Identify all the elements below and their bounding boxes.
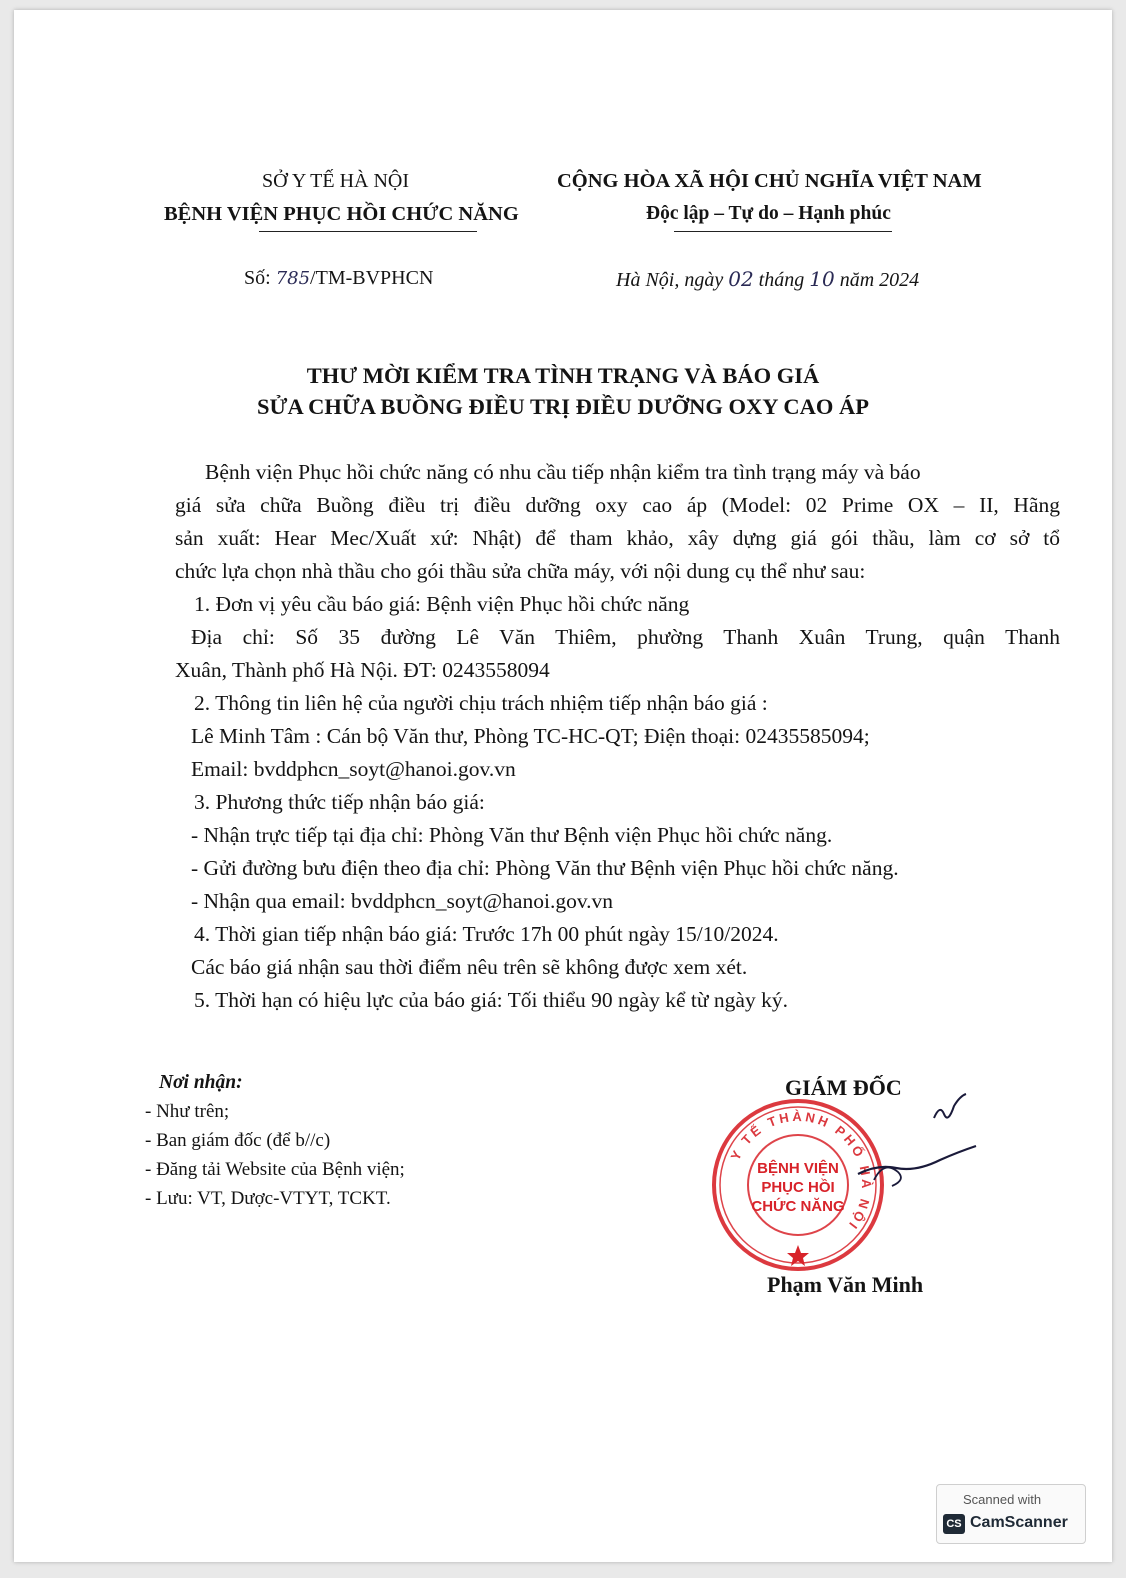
date-part1: Hà Nội, ngày xyxy=(616,269,724,291)
recipient-item: - Như trên; xyxy=(145,1101,230,1122)
document-page xyxy=(14,10,1112,1562)
document-date xyxy=(616,267,919,292)
intro-line-2: giá sửa chữa Buồng điều trị điều dưỡng oxy cao áp (Model: 02 Prime OX – II, Hãng xyxy=(175,493,1060,517)
method-2: - Gửi đường bưu điện theo địa chỉ: Phòng Văn thư Bệnh viện Phục hồi chức năng. xyxy=(191,856,899,880)
method-3: - Nhận qua email: bvddphcn_soyt@hanoi.gov.vn xyxy=(191,889,614,913)
signer-name: Phạm Văn Minh xyxy=(767,1272,924,1297)
address-line-1: Địa chỉ: Số 35 đường Lê Văn Thiêm, phường Thanh Xuân Trung, quận Thanh xyxy=(191,625,1060,649)
item-4-note: Các báo giá nhận sau thời điểm nêu trên sẽ không được xem xét. xyxy=(191,955,748,979)
stamp-line-1: BỆNH VIỆN xyxy=(757,1160,839,1177)
number-suffix: /TM-BVPHCN xyxy=(310,267,434,289)
motto-underline xyxy=(674,231,892,232)
title-line-1: THƯ MỜI KIỂM TRA TÌNH TRẠNG VÀ BÁO GIÁ xyxy=(306,363,820,388)
recipient-item: - Đăng tải Website của Bệnh viện; xyxy=(145,1159,405,1180)
number-handwritten: 785 xyxy=(275,268,311,289)
contact-line: Lê Minh Tâm : Cán bộ Văn thư, Phòng TC-HC-QT; Điện thoại: 02435585094; xyxy=(191,724,870,748)
date-part2: tháng xyxy=(758,269,805,291)
signer-title: GIÁM ĐỐC xyxy=(785,1075,902,1100)
country-name: CỘNG HÒA XÃ HỘI CHỦ NGHĨA VIỆT NAM xyxy=(557,170,982,192)
item-1: 1. Đơn vị yêu cầu báo giá: Bệnh viện Phục hồi chức năng xyxy=(194,592,690,616)
handwritten-signature xyxy=(834,1080,994,1220)
camscanner-logo-icon: CS xyxy=(943,1514,965,1534)
camscanner-watermark xyxy=(936,1484,1086,1544)
document-number xyxy=(244,267,433,290)
intro-line-1: Bệnh viện Phục hồi chức năng có nhu cầu tiếp nhận kiểm tra tình trạng máy và báo xyxy=(205,460,921,484)
recipient-item: - Ban giám đốc (để b//c) xyxy=(145,1130,331,1151)
date-part3: năm 2024 xyxy=(839,269,920,291)
item-2: 2. Thông tin liên hệ của người chịu trách nhiệm tiếp nhận báo giá : xyxy=(194,691,768,715)
title-line-2: SỬA CHỮA BUỒNG ĐIỀU TRỊ ĐIỀU DƯỠNG OXY CAO ÁP xyxy=(257,394,869,419)
item-4: 4. Thời gian tiếp nhận báo giá: Trước 17h 00 phút ngày 15/10/2024. xyxy=(194,922,779,946)
stamp-line-3: CHỨC NĂNG xyxy=(751,1198,845,1215)
stamp-ring-text: Y TẾ THÀNH PHỐ HÀ NỘI xyxy=(727,1108,875,1234)
email-line: Email: bvddphcn_soyt@hanoi.gov.vn xyxy=(191,757,516,781)
method-1: - Nhận trực tiếp tại địa chỉ: Phòng Văn thư Bệnh viện Phục hồi chức năng. xyxy=(191,823,833,847)
intro-line-4: chức lựa chọn nhà thầu cho gói thầu sửa chữa máy, với nội dung cụ thể như sau: xyxy=(175,559,866,583)
intro-line-3: sản xuất: Hear Mec/Xuất xứ: Nhật) để tham khảo, xây dựng giá gói thầu, làm cơ sở tổ xyxy=(175,526,1060,550)
address-line-2: Xuân, Thành phố Hà Nội. ĐT: 0243558094 xyxy=(175,658,550,682)
camscanner-brand: CamScanner xyxy=(970,1514,1068,1531)
national-motto: Độc lập – Tự do – Hạnh phúc xyxy=(646,203,891,224)
scanned-with-label: Scanned with xyxy=(963,1492,1042,1507)
recipient-item: - Lưu: VT, Dược-VTYT, TCKT. xyxy=(145,1188,391,1209)
date-month: 10 xyxy=(809,267,835,291)
recipients-heading: Nơi nhận: xyxy=(159,1072,243,1093)
stamp-line-2: PHỤC HỒI xyxy=(761,1179,835,1196)
hospital-name: BỆNH VIỆN PHỤC HỒI CHỨC NĂNG xyxy=(164,203,519,225)
date-day: 02 xyxy=(728,267,754,291)
item-3: 3. Phương thức tiếp nhận báo giá: xyxy=(194,790,485,814)
number-prefix: Số: xyxy=(244,267,271,289)
item-5: 5. Thời hạn có hiệu lực của báo giá: Tối thiểu 90 ngày kể từ ngày ký. xyxy=(194,988,788,1012)
hospital-underline xyxy=(259,231,477,232)
department-name: SỞ Y TẾ HÀ NỘI xyxy=(262,170,410,192)
